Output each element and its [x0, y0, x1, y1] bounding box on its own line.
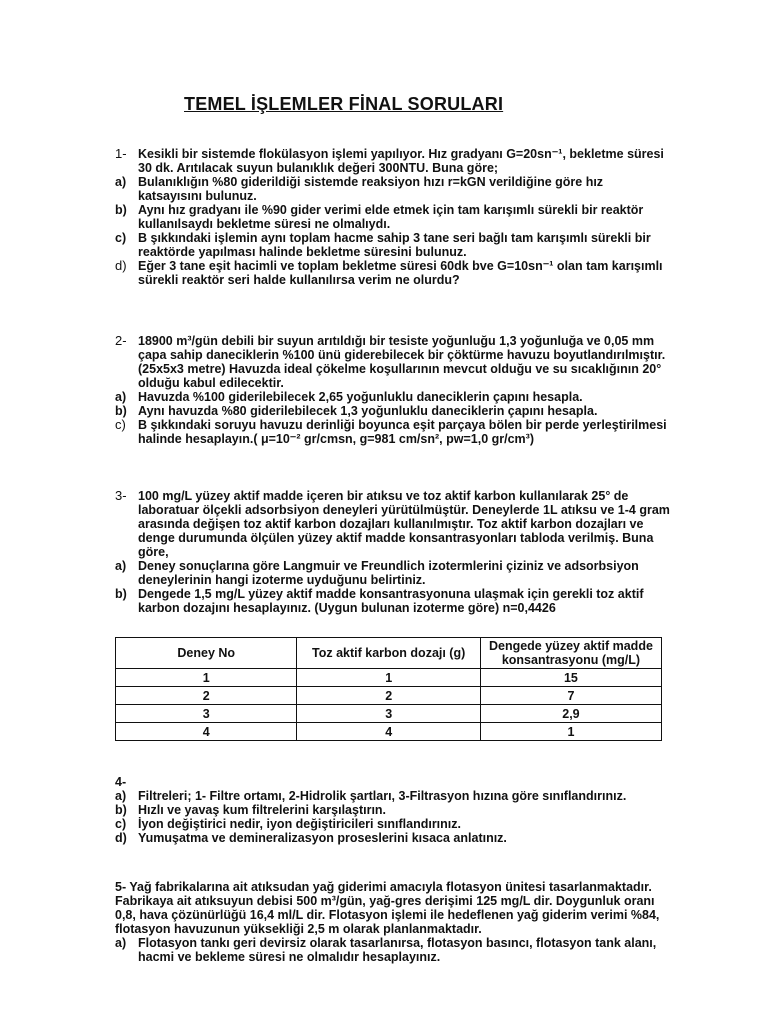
question-text: 18900 m³/gün debili bir suyun arıtıldığı bir tesiste yoğunluğu 1,3 yoğunluğa ve 0,05 mm çapa sahip daneciklerin %100 ünü giderebilecek bir çöktürme havuzu boyutlandırılmıştır. (25x5x3 metre) Havuzda ideal çökelme koşullarının mevcut olduğu ve su sıcaklığının 20° olduğu kabul edilecektir.	[138, 334, 666, 390]
item-label: b)	[115, 203, 127, 217]
list-item	[0, 175, 768, 203]
question-text: 100 mg/L yüzey aktif madde içeren bir atıksu ve toz aktif karbon kullanılarak 25° de laboratuar ölçekli adsorbsiyon deneyleri yürütülmüştür. Deneylerde 1L atıksu ve 1-4 gram arasında değişen toz aktif karbon dozajları kullanılmıştır. Toz aktif karbon dozajları ve denge durumunda ölçülen yüzey aktif madde konsantrasyonları tabloda verilmiş. Buna göre,	[138, 489, 670, 559]
list-item	[0, 803, 768, 817]
item-label: a)	[115, 559, 127, 573]
item-label: c)	[115, 417, 126, 432]
item-text: Hızlı ve yavaş kum filtrelerini karşılaştırın.	[138, 803, 387, 817]
question-4	[0, 775, 768, 845]
item-label: a)	[115, 936, 127, 950]
column-header: Toz aktif karbon dozajı (g)	[297, 638, 480, 669]
item-text: İyon değiştirici nedir, iyon değiştiricileri sınıflandırınız.	[138, 817, 461, 831]
list-item	[0, 817, 768, 831]
item-label: c)	[115, 817, 127, 831]
item-text: Havuzda %100 giderilebilecek 2,65 yoğunluklu daneciklerin çapını hesapla.	[138, 390, 583, 404]
table-cell: 4	[297, 723, 480, 741]
list-item	[0, 418, 768, 446]
item-label: d)	[115, 258, 127, 273]
question-5	[0, 880, 768, 964]
table-cell: 7	[480, 687, 661, 705]
item-label: c)	[115, 231, 127, 245]
list-item	[0, 831, 768, 845]
question-1	[0, 147, 768, 287]
table-cell: 4	[116, 723, 297, 741]
table-cell: 15	[480, 669, 661, 687]
column-header: Dengede yüzey aktif madde konsantrasyonu (mg/L)	[480, 638, 661, 669]
question-3	[0, 489, 768, 615]
question-text: Yağ fabrikalarına ait atıksudan yağ giderimi amacıyla flotasyon ünitesi tasarlanmaktadır. Fabrikaya ait atıksuyun debisi 500 m³/gün, yağ-gres derişimi 125 mg/L dir. Doygunluk oranı 0,8, hava çözünürlüğü 16,4 ml/L dir. Flotasyon işlemi ile hedeflenen yağ giderim verimi %84, flotasyon havuzunun yüksekliği 2,5 m olarak planlanmaktadır.	[115, 880, 660, 936]
list-item	[0, 231, 768, 259]
question-number: 5-	[115, 880, 130, 894]
item-text: Eğer 3 tane eşit hacimli ve toplam bekletme süresi 60dk bve G=10sn⁻¹ olan tam karışımlı sürekli reaktör seri halde kullanılırsa verim ne olurdu?	[138, 259, 663, 287]
question-2	[0, 334, 768, 446]
question-number: 1-	[115, 146, 127, 161]
item-text: B şıkkındaki soruyu havuzu derinliği boyunca eşit parçaya bölen bir perde yerleştirilmesi halinde hesaplayın.( μ=10⁻² gr/cmsn, g=981 cm/sn², pw=1,0 gr/cm³)	[138, 418, 667, 446]
question-2-stem	[0, 334, 768, 390]
item-label: b)	[115, 587, 127, 601]
table-cell: 2	[116, 687, 297, 705]
table-cell: 1	[480, 723, 661, 741]
item-text: Deney sonuçlarına göre Langmuir ve Freundlich izotermlerini çiziniz ve adsorbsiyon deneylerinin hangi izoterme uyduğunu belirtiniz.	[138, 559, 639, 587]
question-3-stem	[0, 489, 768, 559]
question-5-stem	[115, 880, 670, 936]
column-header: Deney No	[116, 638, 297, 669]
list-item	[0, 789, 768, 803]
list-item	[0, 203, 768, 231]
table-cell: 2,9	[480, 705, 661, 723]
table-cell: 2	[297, 687, 480, 705]
item-label: a)	[115, 789, 127, 803]
item-label: b)	[115, 803, 127, 817]
item-text: Dengede 1,5 mg/L yüzey aktif madde konsantrasyonuna ulaşmak için gerekli toz aktif karbon dozajını hesaplayınız. (Uygun bulunan izoterme göre) n=0,4426	[138, 587, 644, 615]
item-text: Bulanıklığın %80 giderildiği sistemde reaksiyon hızı r=kGN verildiğine göre hız katsayısını bulunuz.	[138, 175, 604, 203]
table-row	[116, 705, 662, 723]
list-item	[0, 587, 768, 615]
question-number: 4-	[115, 775, 127, 789]
item-text: Aynı havuzda %80 giderilebilecek 1,3 yoğunluklu daneciklerin çapını hesapla.	[138, 404, 598, 418]
question-number: 2-	[115, 333, 127, 348]
item-text: Yumuşatma ve demineralizasyon proseslerini kısaca anlatınız.	[138, 831, 507, 845]
adsorption-data-table	[115, 637, 662, 741]
item-label: a)	[115, 390, 127, 404]
list-item	[0, 559, 768, 587]
table-cell: 3	[297, 705, 480, 723]
list-item	[0, 936, 768, 964]
table-row	[116, 669, 662, 687]
question-number: 3-	[115, 488, 127, 503]
item-text: Filtreleri; 1- Filtre ortamı, 2-Hidrolik şartları, 3-Filtrasyon hızına göre sınıflandırınız.	[138, 789, 627, 803]
item-label: a)	[115, 175, 127, 189]
table-row	[116, 687, 662, 705]
list-item	[0, 390, 768, 404]
item-text: Flotasyon tankı geri devirsiz olarak tasarlanırsa, flotasyon basıncı, flotasyon tank alanı, hacmi ve bekleme süresi ne olmalıdır hesaplayınız.	[138, 936, 657, 964]
table-row	[116, 723, 662, 741]
document-title: TEMEL İŞLEMLER FİNAL SORULARI	[184, 94, 504, 114]
table-cell: 1	[116, 669, 297, 687]
list-item	[0, 404, 768, 418]
item-text: B şıkkındaki işlemin aynı toplam hacme sahip 3 tane seri bağlı tam karışımlı sürekli bir reaktörde yapılması halinde bekletme süresini bulunuz.	[138, 231, 651, 259]
table-cell: 1	[297, 669, 480, 687]
item-label: b)	[115, 404, 127, 418]
table-header-row	[116, 638, 662, 669]
list-item	[0, 259, 768, 287]
table-cell: 3	[116, 705, 297, 723]
question-1-stem	[0, 147, 768, 175]
question-text: Kesikli bir sistemde flokülasyon işlemi yapılıyor. Hız gradyanı G=20sn⁻¹, bekletme süresi 30 dk. Arıtılacak suyun bulanıklık değeri 300NTU. Buna göre;	[138, 147, 664, 175]
item-text: Aynı hız gradyanı ile %90 gider verimi elde etmek için tam karışımlı sürekli bir reaktör kullanılsaydı bekletme süresi ne olmalıydı.	[138, 203, 644, 231]
item-label: d)	[115, 831, 127, 845]
